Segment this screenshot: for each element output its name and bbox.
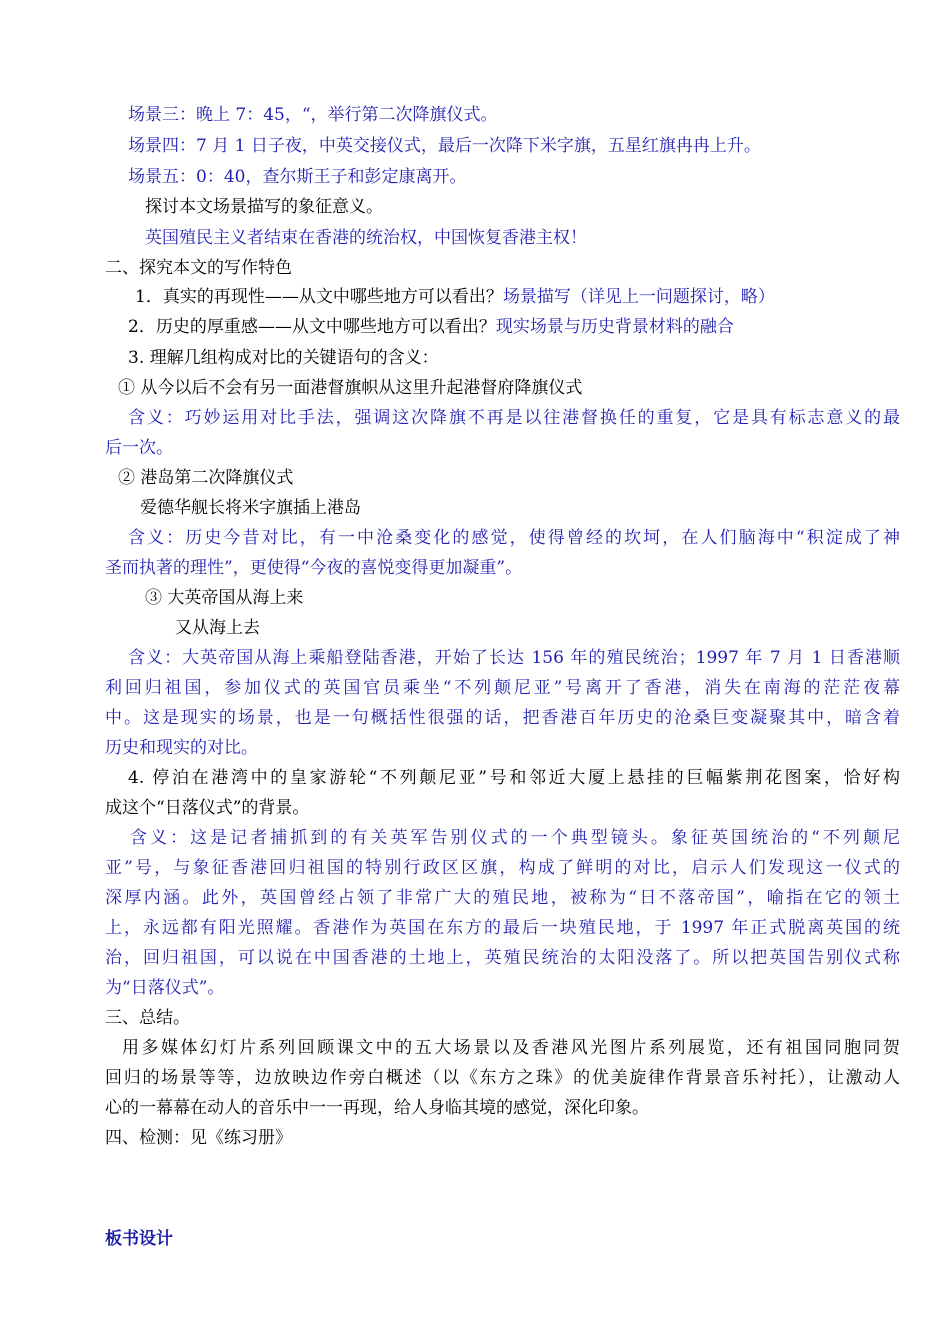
feature-four-meaning-line3: 深厚内涵。此外，英国曾经占领了非常广大的殖民地，被称为“日不落帝国”，喻指在它的领土 [105,888,900,908]
feature-item-one-question: 1．真实的再现性——从文中哪些地方可以看出？ [135,287,503,307]
feature-four-meaning-line4: 上，永远都有阳光照耀。香港作为英国在东方的最后一块殖民地，于 1997 年正式脱离英国的统 [105,918,900,938]
contrast-one-sentence: ① 从今以后不会有另一面港督旗帜从这里升起港督府降旗仪式 [118,378,583,398]
section-two-heading: 二、探究本文的写作特色 [105,258,292,278]
contrast-three-meaning-line2: 利回归祖国，参加仪式的英国官员乘坐“不列颠尼亚”号离开了香港，消失在南海的茫茫夜幕 [105,678,900,698]
contrast-three-meaning-line1: 含义：大英帝国从海上乘船登陆香港，开始了长达 156 年的殖民统治；1997 年 7 月 1 日香港顺 [128,648,900,668]
feature-four-meaning-line2: 亚”号，与象征香港回归祖国的特别行政区区旗，构成了鲜明的对比，启示人们发现这一仪式的 [105,858,900,878]
contrast-three-meaning-line3: 中。这是现实的场景，也是一句概括性很强的话，把香港百年历史的沧桑巨变凝聚其中，暗含着 [105,708,900,728]
contrast-three-sentence-b: 又从海上去 [175,618,260,638]
contrast-two-sentence-b: 爱德华舰长将米字旗插上港岛 [140,498,361,518]
contrast-one-meaning-line2: 后一次。 [105,438,173,458]
discuss-question: 探讨本文场景描写的象征意义。 [145,197,383,217]
summary-line3: 心的一幕幕在动人的音乐中一一再现，给人身临其境的感觉，深化印象。 [105,1098,649,1118]
feature-item-one [135,285,930,309]
scene-three-line: 场景三：晚上 7：45，“，举行第二次降旗仪式。 [128,105,498,125]
feature-item-two-question: 2．历史的厚重感——从文中哪些地方可以看出？ [128,317,496,337]
summary-line1: 用多媒体幻灯片系列回顾课文中的五大场景以及香港风光图片系列展览，还有祖国同胞同贺 [122,1038,900,1058]
feature-four-meaning-line6: 为“日落仪式”。 [105,978,225,998]
summary-line2: 回归的场景等等，边放映边作旁白概述（以《东方之珠》的优美旋律作背景音乐衬托），让激动人 [105,1068,900,1088]
contrast-three-sentence-a: ③ 大英帝国从海上来 [145,588,304,608]
feature-four-meaning-line1: 含义：这是记者捕抓到的有关英军告别仪式的一个典型镜头。象征英国统治的“不列颠尼 [130,828,900,848]
feature-item-two-answer: 现实场景与历史背景材料的融合 [495,317,734,337]
feature-item-four-line2: 成这个“日落仪式”的背景。 [105,798,310,818]
contrast-one-meaning-line1: 含义：巧妙运用对比手法，强调这次降旗不再是以往港督换任的重复，它是具有标志意义的最 [128,408,900,428]
feature-item-three: 3. 理解几组构成对比的关键语句的含义： [128,348,439,368]
board-design-heading: 板书设计 [105,1229,173,1249]
feature-item-one-answer: 场景描写（详见上一问题探讨，略） [502,287,775,307]
section-four-heading: 四、检测：见《练习册》 [105,1128,292,1148]
feature-four-meaning-line5: 治，回归祖国，可以说在中国香港的土地上，英殖民统治的太阳没落了。所以把英国告别仪式称 [105,948,900,968]
feature-item-four-line1: 4. 停泊在港湾中的皇家游轮“不列颠尼亚”号和邻近大厦上悬挂的巨幅紫荆花图案，恰好构 [128,768,900,788]
contrast-two-meaning-line1: 含义：历史今昔对比，有一中沧桑变化的感觉，使得曾经的坎坷，在人们脑海中“积淀成了神 [128,528,900,548]
contrast-two-meaning-line2: 圣而执著的理性”，更使得“今夜的喜悦变得更加凝重”。 [105,558,523,578]
scene-four-line: 场景四：7 月 1 日子夜，中英交接仪式，最后一次降下米字旗，五星红旗冉冉上升。 [128,136,761,156]
contrast-two-sentence-a: ② 港岛第二次降旗仪式 [118,468,294,488]
discuss-answer: 英国殖民主义者结束在香港的统治权，中国恢复香港主权！ [145,228,587,248]
feature-item-two [128,315,923,339]
scene-five-line: 场景五：0：40，查尔斯王子和彭定康离开。 [128,167,467,187]
section-three-heading: 三、总结。 [105,1008,190,1028]
contrast-three-meaning-line4: 历史和现实的对比。 [105,738,258,758]
